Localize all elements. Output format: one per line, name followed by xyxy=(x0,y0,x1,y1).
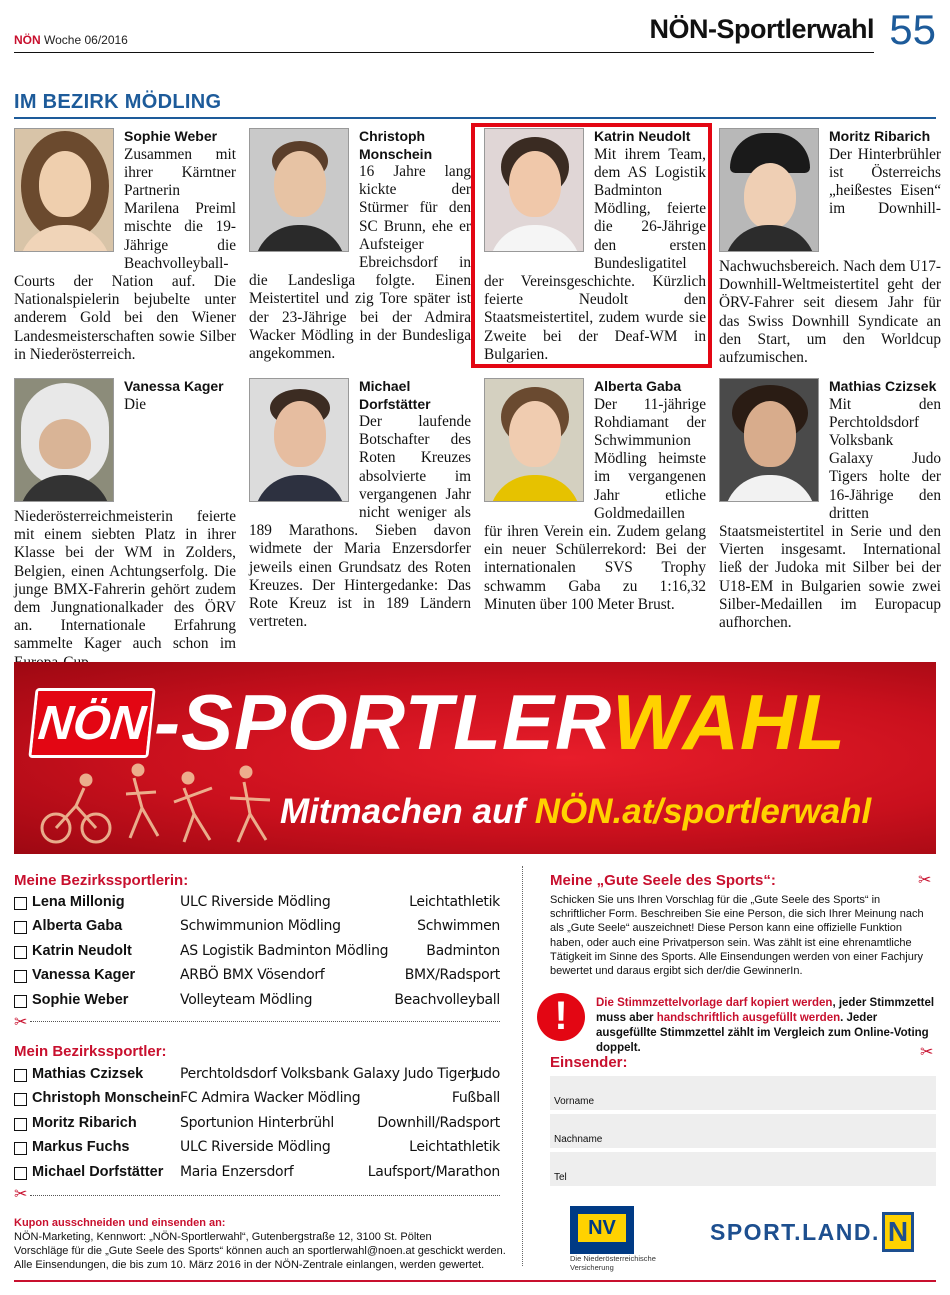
candidate-sport: Leichtathletik xyxy=(409,1139,500,1155)
last-name-field[interactable] xyxy=(550,1114,936,1150)
vote-checkbox[interactable] xyxy=(14,1069,27,1082)
candidate-sport: Schwimmen xyxy=(417,918,500,934)
athlete-card-mathias-czizsek xyxy=(719,378,941,632)
nv-logo: NV xyxy=(570,1206,634,1254)
candidate-club: ULC Riverside Mödling xyxy=(180,894,331,910)
ballot-row[interactable] xyxy=(14,1114,500,1138)
athlete-text: Der laufende Botschafter des Roten Kreuzes absolvierte im vergangenen Jahr nicht weniger als 189 Marathons. Sieben davon widmete der Maria Enzersdorfer jeweils einen Grundsatz des Roten Kreuzes. Der Hintergedanke: Das Rote Kreuz ist in 189 Ländern vertreten. xyxy=(249,413,471,631)
candidate-club: Sportunion Hinterbrühl xyxy=(180,1115,334,1131)
male-heading: Mein Bezirkssportler: xyxy=(14,1043,167,1060)
athlete-name: Vanessa Kager xyxy=(124,378,224,394)
sender-heading: Einsender: xyxy=(550,1054,628,1071)
candidate-club: FC Admira Wacker Mödling xyxy=(180,1090,361,1106)
athlete-name: Alberta Gaba xyxy=(594,378,682,394)
page-number: 55 xyxy=(889,6,936,53)
soul-heading: Meine „Gute Seele des Sports“: xyxy=(550,872,776,889)
athlete-card-alberta-gaba xyxy=(484,378,706,614)
first-name-field[interactable] xyxy=(550,1076,936,1112)
athlete-photo xyxy=(719,378,819,502)
candidate-club: ULC Riverside Mödling xyxy=(180,1139,331,1155)
scissors-icon: ✂ xyxy=(920,1044,934,1061)
ballot-row[interactable] xyxy=(14,942,500,966)
ballot-row[interactable] xyxy=(14,1163,500,1187)
athlete-name: Sophie Weber xyxy=(124,128,218,144)
female-heading: Meine Bezirkssportlerin: xyxy=(14,872,189,889)
athlete-text: 16 Jahre lang kickte der Stürmer für den SC Brunn, ehe er Aufsteiger Ebreichsdorf in die Landesliga folgte. Einen Meistertitel und zig Tore später ist der 23-Jährige bei der Admira Wacker Mödling in der Bundesliga angekommen. xyxy=(249,163,471,363)
footer-line: Vorschläge für die „Gute Seele des Sports“ können auch an sportlerwahl@noen.at geschickt werden. xyxy=(14,1245,506,1257)
athlete-card-michael-dorfstaetter xyxy=(249,378,471,631)
vote-checkbox[interactable] xyxy=(14,921,27,934)
candidate-name: Lena Millonig xyxy=(32,894,125,910)
candidate-sport: Downhill/Radsport xyxy=(377,1115,500,1131)
cut-line xyxy=(30,1021,500,1022)
athlete-name: Christoph Monschein xyxy=(359,128,433,162)
week-label: Woche 06/2016 xyxy=(44,33,128,47)
athlete-photo xyxy=(249,128,349,252)
ballot-row[interactable] xyxy=(14,966,500,990)
athlete-photo xyxy=(719,128,819,252)
athlete-photo xyxy=(249,378,349,502)
athlete-name: Michael Dorfstätter xyxy=(359,378,431,412)
field-label: Nachname xyxy=(554,1134,603,1145)
ballot-row[interactable] xyxy=(14,991,500,1015)
candidate-name: Michael Dorfstätter xyxy=(32,1164,164,1180)
footer-heading: Kupon ausschneiden und einsenden an: xyxy=(14,1217,226,1229)
scissors-icon: ✂ xyxy=(14,1014,28,1031)
scissors-icon: ✂ xyxy=(14,1186,28,1203)
footer-line: Alle Einsendungen, die bis zum 10. März 2016 in der NÖN-Zentrale einlangen, werden gewertet. xyxy=(14,1259,485,1271)
ballot-row[interactable] xyxy=(14,1138,500,1162)
ballot-row[interactable] xyxy=(14,1065,500,1089)
athlete-text: Mit ihrem Team, dem AS Logistik Badminton Mödling, feierte die 26-Jährige den ersten Bundesligatitel der Vereinsgeschichte. Kürzlich feierte Neudolt den Staatsmeistertitel, zudem wurde sie Zweite bei der Deaf-WM in Bulgarien. xyxy=(484,145,706,363)
candidate-club: Schwimmunion Mödling xyxy=(180,918,341,934)
candidate-name: Alberta Gaba xyxy=(32,918,123,934)
brand-label: NÖN xyxy=(14,33,41,47)
page-header xyxy=(14,0,936,56)
sportland-n-icon: N xyxy=(882,1212,914,1252)
athlete-text: Der 11-jährige Rohdiamant der Schwimmunion Mödling heimste im vergangenen Jahr etliche Goldmedaillen für ihren Verein ein. Zudem gelang ein neuer Schülerrekord: Bei der internationalen SVS Trophy schwamm Gaba zu 1:16,32 Minuten über 100 Meter Brust. xyxy=(484,395,706,613)
vertical-cut-line xyxy=(522,866,523,1266)
vote-checkbox[interactable] xyxy=(14,946,27,959)
athlete-card-moritz-ribarich xyxy=(719,128,941,367)
candidate-club: ARBÖ BMX Vösendorf xyxy=(180,967,325,983)
candidate-club: Volleyteam Mödling xyxy=(180,992,313,1008)
vote-checkbox[interactable] xyxy=(14,1118,27,1131)
athlete-text: Zusammen mit ihrer Kärntner Partnerin Marilena Preiml mischte die 19-Jährige die Beachvolleyball-Courts der Nation auf. Die Nationalspielerin bejubelte unter anderem Gold bei den Wiener Landesmeisterschaften sowie Silber in Niederösterreich. xyxy=(14,145,236,363)
field-label: Tel xyxy=(554,1172,567,1183)
sports-silhouettes-icon xyxy=(34,758,284,848)
scissors-icon: ✂ xyxy=(918,872,932,889)
athlete-text: Der Hinterbrühler ist Österreichs „heißestes Eisen“ im Downhill-Nachwuchsbereich. Nach dem U17-Downhill-Weltmeistertitel geht der ÖRV-Fahrer seit diesem Jahr für das Swiss Downhill Syndicate an den Start, um den Worldcup aufzumischen. xyxy=(719,145,941,367)
ballot-row[interactable] xyxy=(14,1089,500,1113)
soul-text: Schicken Sie uns Ihren Vorschlag für die „Gute Seele des Sports“ in schriftlicher Form. Beschreiben Sie eine Person, die sich Ihrer Meinung nach als „Gute Seele“ auszeichnet! Diese Person kann eine offizielle Funktion haben, oder auch eine Privatperson sein. Was zählt ist eine ehrenamtliche Tätigkeit im Sinne des Sports. Alle Einsendungen werden von einer Fachjury bewertet und daraus ergibt sich der/die GewinnerIn. xyxy=(550,894,924,978)
vote-checkbox[interactable] xyxy=(14,1093,27,1106)
athlete-photo xyxy=(14,128,114,252)
candidate-sport: Fußball xyxy=(451,1090,500,1106)
page-bottom-rule xyxy=(14,1280,936,1282)
candidate-name: Moritz Ribarich xyxy=(32,1115,137,1131)
candidate-name: Vanessa Kager xyxy=(32,967,136,983)
page-title: NÖN-Sportlerwahl xyxy=(649,14,874,44)
header-rule xyxy=(14,52,874,53)
candidate-name: Christoph Monschein xyxy=(32,1090,181,1106)
phone-field[interactable] xyxy=(550,1152,936,1188)
vote-checkbox[interactable] xyxy=(14,1167,27,1180)
footer-line: NÖN-Marketing, Kennwort: „NÖN-Sportlerwahl“, Gutenbergstraße 12, 3100 St. Pölten xyxy=(14,1231,432,1243)
sportlerwahl-banner[interactable] xyxy=(14,662,936,854)
athlete-text: Mit den Perchtoldsdorf Volksbank Galaxy Judo Tigers holte der 16-Jährige den dritten Staatsmeistertitel in Serie und den Vierten insgesamt. International ließ der Judoka mit Silber bei der U18-EM in Bulgarien sowie zwei Silber-Medaillen im Europacup aufhorchen. xyxy=(719,395,941,631)
vote-checkbox[interactable] xyxy=(14,970,27,983)
vote-checkbox[interactable] xyxy=(14,897,27,910)
candidate-club: Perchtoldsdorf Volksbank Galaxy Judo Tigers xyxy=(180,1066,479,1082)
vote-checkbox[interactable] xyxy=(14,1142,27,1155)
candidate-name: Katrin Neudolt xyxy=(32,943,132,959)
issue-label xyxy=(14,33,128,47)
section-rule xyxy=(14,117,936,119)
cut-line xyxy=(30,1195,500,1196)
candidate-club: AS Logistik Badminton Mödling xyxy=(180,943,389,959)
banner-title: -SPORTLERWAHL xyxy=(154,678,846,766)
athlete-photo xyxy=(484,378,584,502)
athlete-name: Mathias Czizsek xyxy=(829,378,937,394)
candidate-sport: BMX/Radsport xyxy=(404,967,500,983)
athlete-photo xyxy=(14,378,114,502)
sportland-logo-text: SPORT.LAND. xyxy=(710,1219,880,1245)
candidate-sport: Leichtathletik xyxy=(409,894,500,910)
candidate-sport: Laufsport/Marathon xyxy=(367,1164,500,1180)
athlete-card-sophie-weber xyxy=(14,128,236,364)
banner-subtitle[interactable]: Mitmachen auf NÖN.at/sportlerwahl xyxy=(280,792,872,831)
candidate-sport: Badminton xyxy=(426,943,500,959)
vote-checkbox[interactable] xyxy=(14,995,27,1008)
ballot-row[interactable] xyxy=(14,893,500,917)
section-title: IM BEZIRK MÖDLING xyxy=(14,91,222,113)
warning-text: Die Stimmzettelvorlage darf kopiert werden, jeder Stimmzettel muss aber handschriftlich ausgefüllt werden. Jeder ausgefüllte Stimmzettel zählt im Vergleich zum Online-Voting doppelt. xyxy=(596,997,935,1054)
highlight-frame xyxy=(471,123,712,368)
candidate-name: Mathias Czizsek xyxy=(32,1066,144,1082)
field-label: Vorname xyxy=(554,1096,595,1107)
athlete-card-christoph-monschein xyxy=(249,128,471,363)
candidate-club: Maria Enzersdorf xyxy=(180,1164,294,1180)
candidate-sport: Judo xyxy=(470,1066,500,1082)
candidate-name: Sophie Weber xyxy=(32,992,129,1008)
ballot-row[interactable] xyxy=(14,917,500,941)
athlete-card-vanessa-kager xyxy=(14,378,236,672)
noen-logo: NÖN xyxy=(28,688,155,758)
ballot-coupon xyxy=(14,866,936,1278)
athlete-name: Moritz Ribarich xyxy=(829,128,931,144)
athlete-text: Die Niederösterreichmeisterin feierte mit einem siebten Platz in ihrer Klasse bei der WM in Zolders, Belgien, einen Achtungserfolg. Die junge BMX-Fahrerin gehört zudem dem Jungnationalkader des ÖRV an. Internationale Erfahrung sammelte Kager auch schon im xyxy=(14,395,236,653)
nv-tagline: Die Niederösterreichische Versicherung xyxy=(570,1254,656,1272)
athlete-name: Katrin Neudolt xyxy=(594,128,691,144)
candidate-name: Markus Fuchs xyxy=(32,1139,130,1155)
candidate-sport: Beachvolleyball xyxy=(394,992,500,1008)
exclamation-icon: ! xyxy=(537,993,585,1041)
